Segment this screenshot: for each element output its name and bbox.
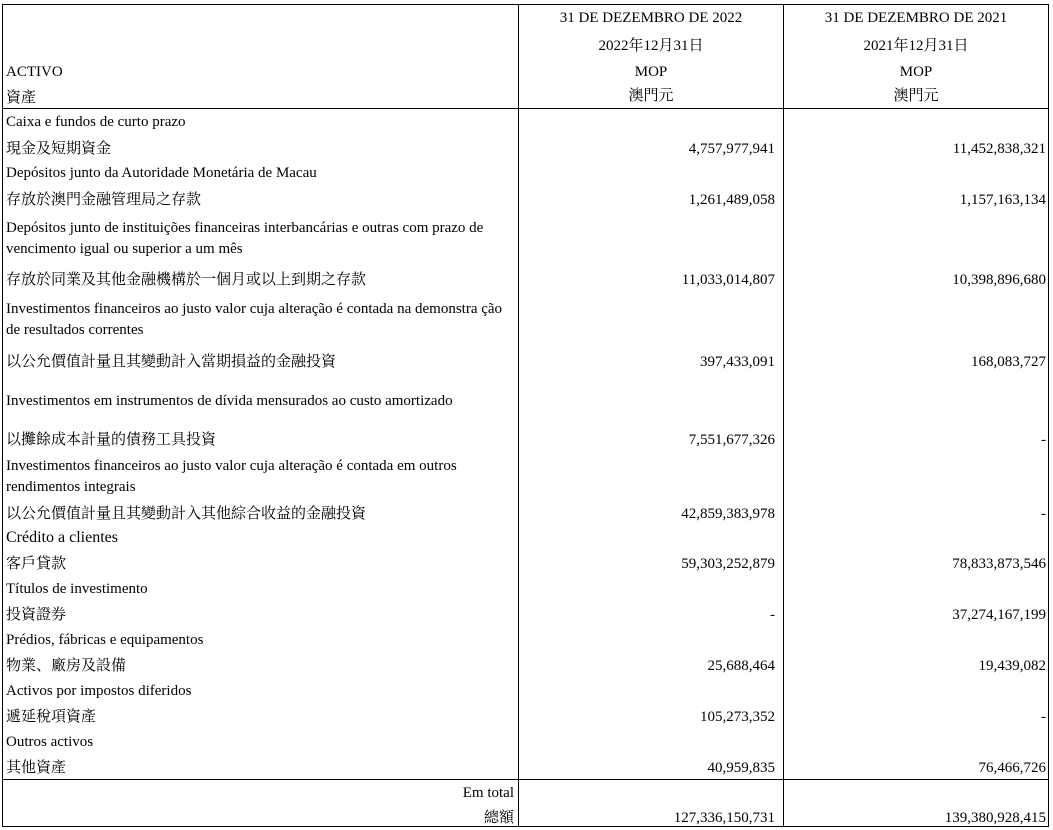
row-label-zh: 遞延稅項資產: [6, 709, 97, 725]
row-value-2021: -: [1041, 709, 1046, 725]
row-value-2021: -: [1041, 432, 1046, 448]
header-date-2022: 31 DE DEZEMBRO DE 2022: [559, 10, 743, 26]
row-label-pt: Depósitos junto da Autoridade Monetária de Macau: [6, 165, 317, 181]
balance-sheet-table: [2, 4, 1049, 827]
row-label-zh: 以公允價值計量且其變動計入當期損益的金融投資: [6, 354, 337, 370]
header-currency-2021: MOP: [899, 64, 933, 80]
row-label-zh: 客戶貸款: [6, 556, 67, 572]
row-label-zh: 投資證券: [6, 607, 67, 623]
row-value-2022: 11,033,014,807: [681, 272, 775, 288]
row-value-2022: 397,433,091: [700, 354, 775, 370]
header-date-zh-2022: 2022年12月31日: [598, 38, 704, 54]
row-value-2022: 7,551,677,326: [688, 432, 775, 448]
header-date-2021: 31 DE DEZEMBRO DE 2021: [824, 10, 1008, 26]
header-currency-zh-2021: 澳門元: [893, 88, 939, 104]
row-value-2021: -: [1041, 506, 1046, 522]
row-value-2022: 105,273,352: [700, 709, 775, 725]
section-title-zh: 資產: [6, 90, 37, 106]
row-label-pt: Caixa e fundos de curto prazo: [6, 114, 186, 130]
total-label-pt: Em total: [462, 785, 514, 801]
row-label-zh: 以攤餘成本計量的債務工具投資: [6, 432, 217, 448]
header-divider: [3, 108, 1048, 109]
row-label-pt: Títulos de investimento: [6, 581, 148, 597]
row-label-pt: Crédito a clientes: [6, 529, 118, 546]
row-value-2022: 40,959,835: [707, 760, 775, 776]
row-label-zh: 存放於澳門金融管理局之存款: [6, 192, 202, 208]
row-label-pt: Investimentos em instrumentos de dívida mensurados ao custo amortizado: [6, 393, 453, 409]
row-value-2022: 59,303,252,879: [681, 556, 775, 572]
row-value-2022: 42,859,383,978: [681, 506, 775, 522]
row-value-2021: 11,452,838,321: [952, 141, 1046, 157]
row-value-2021: 37,274,167,199: [952, 607, 1046, 623]
row-label-pt: Activos por impostos diferidos: [6, 683, 192, 699]
total-label-zh: 總額: [483, 810, 514, 826]
row-label-pt: Prédios, fábricas e equipamentos: [6, 632, 204, 648]
header-date-zh-2021: 2021年12月31日: [863, 38, 969, 54]
row-label-zh: 其他資產: [6, 760, 67, 776]
header-currency-zh-2022: 澳門元: [628, 88, 674, 104]
header-currency-2022: MOP: [634, 64, 668, 80]
row-label-zh: 物業、廠房及設備: [6, 658, 127, 674]
row-label-zh: 以公允價值計量且其變動計入其他綜合收益的金融投資: [6, 506, 367, 522]
row-value-2021: 1,157,163,134: [959, 192, 1046, 208]
row-value-2021: 10,398,896,680: [952, 272, 1046, 288]
column-divider: [518, 5, 519, 826]
row-value-2022: 1,261,489,058: [688, 192, 775, 208]
row-label-zh: 存放於同業及其他金融機構於一個月或以上到期之存款: [6, 272, 367, 288]
section-title: ACTIVO: [6, 64, 63, 80]
row-label-pt: Outros activos: [6, 734, 94, 750]
row-label-zh: 現金及短期資金: [6, 141, 112, 157]
row-value-2022: -: [770, 607, 775, 623]
row-value-2021: 76,466,726: [978, 760, 1046, 776]
row-value-2021: 168,083,727: [971, 354, 1046, 370]
row-value-2021: 19,439,082: [978, 658, 1046, 674]
total-divider: [3, 779, 1048, 780]
row-value-2022: 25,688,464: [707, 658, 775, 674]
row-value-2021: 78,833,873,546: [952, 556, 1046, 572]
row-label-pt: Investimentos financeiros ao justo valor cuja alteração é contada na demonstra ção de resultados correntes: [6, 301, 503, 338]
total-value-2022: 127,336,150,731: [673, 810, 775, 826]
total-value-2021: 139,380,928,415: [944, 810, 1046, 826]
row-label-pt: Investimentos financeiros ao justo valor cuja alteração é contada em outros rendimentos integrais: [6, 458, 457, 495]
row-label-pt: Depósitos junto de instituições financeiras interbancárias e outras com prazo de vencimento igual ou superior a um mês: [6, 220, 484, 257]
row-value-2022: 4,757,977,941: [688, 141, 775, 157]
column-divider: [783, 5, 784, 826]
